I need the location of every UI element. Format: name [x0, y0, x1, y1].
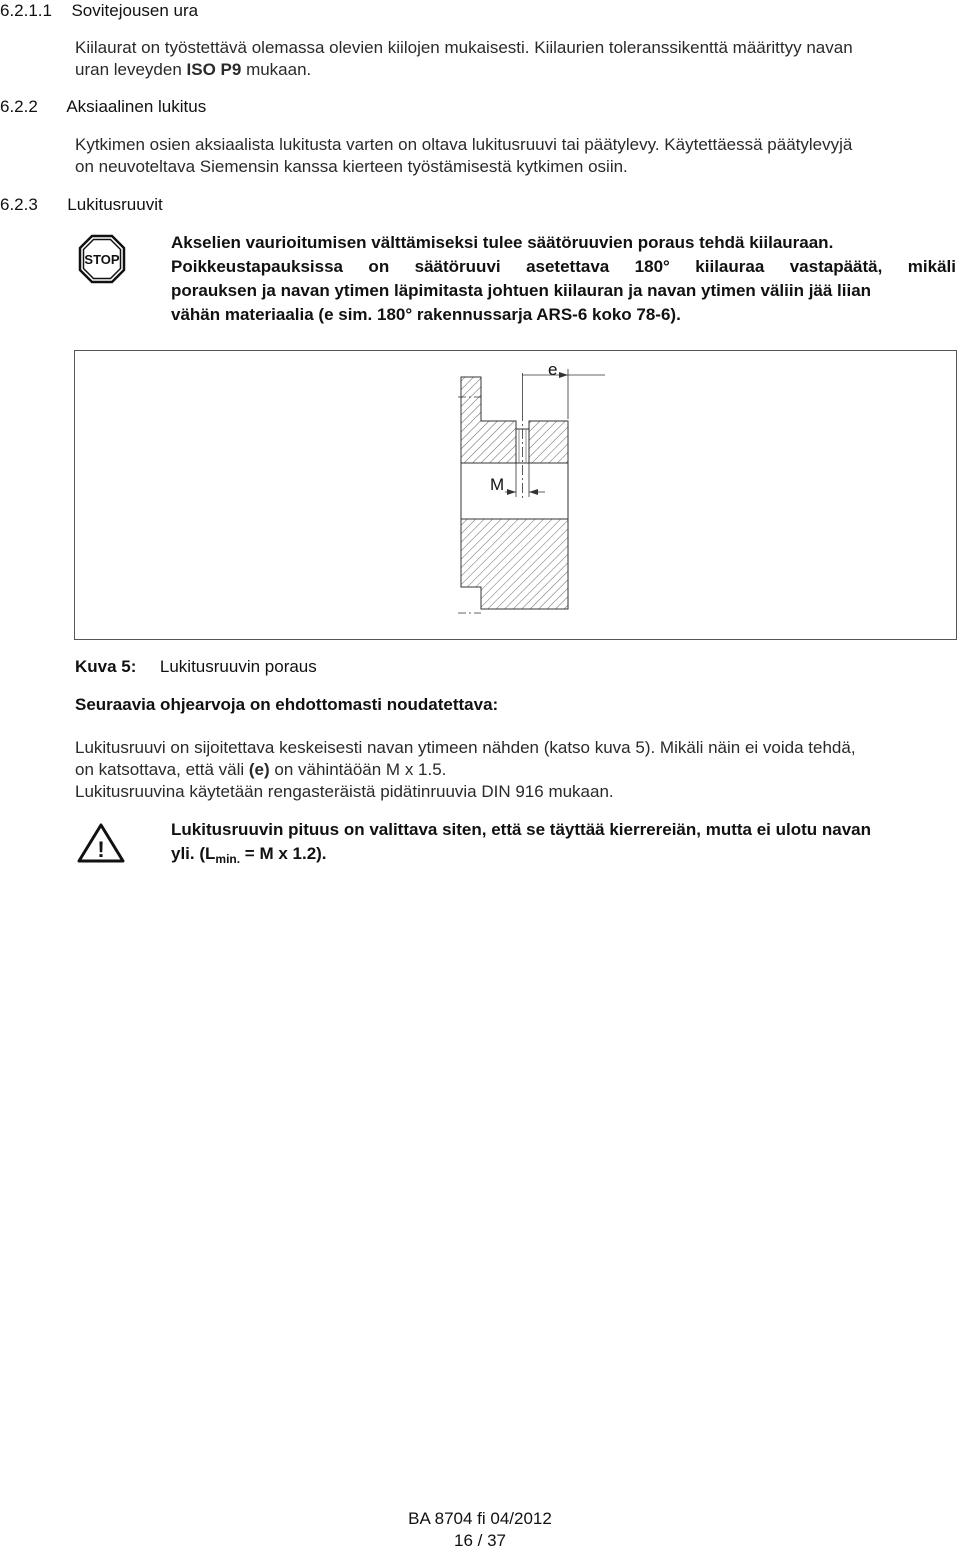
- footer-page-number: 16 / 37: [454, 1531, 506, 1550]
- text-bold: (e): [248, 760, 270, 779]
- hub-section-upper: [461, 377, 568, 463]
- dimension-label-e: e: [548, 360, 558, 379]
- section-number: 6.2.2: [0, 97, 38, 116]
- stop-icon-label: STOP: [84, 252, 120, 267]
- dimension-label-m: M: [490, 475, 505, 494]
- section-heading-6-2-2: [0, 96, 206, 118]
- warning-triangle-icon: [76, 822, 126, 864]
- section-number: 6.2.1.1: [0, 1, 52, 20]
- figure-caption: [75, 656, 317, 678]
- caption-text: Lukitusruuvin poraus: [159, 657, 317, 676]
- stop-sign-icon: [78, 234, 126, 284]
- warning-notice: [171, 818, 956, 871]
- subscript: min.: [215, 852, 241, 866]
- paragraph-line: [75, 759, 955, 781]
- text-span: on katsottava, että väli: [75, 760, 249, 779]
- section-heading-6-2-3: [0, 194, 163, 216]
- paragraph-line: Kytkimen osien aksiaalista lukitusta varten on oltava lukitusruuvi tai päätylevy. Käytettäessä päätylevyjä: [75, 135, 853, 154]
- text-span: = M x 1.2).: [240, 844, 327, 863]
- instructions-heading: Seuraavia ohjearvoja on ehdottomasti noudatettava:: [75, 695, 499, 714]
- paragraph-line: [75, 59, 955, 81]
- hub-section-lower: [461, 519, 568, 609]
- text-bold: ISO P9: [186, 60, 242, 79]
- notice-line: vähän materiaalia (e sim. 180° rakennussarja ARS-6 koko 78-6).: [171, 305, 681, 324]
- notice-line: Akselien vaurioitumisen välttämiseksi tulee säätöruuvien poraus tehdä kiilauraan.: [171, 233, 834, 252]
- paragraph-line: Lukitusruuvi on sijoitettava keskeisesti navan ytimeen nähden (katso kuva 5). Mikäli näin ei voida tehdä,: [75, 738, 856, 757]
- section-title: Aksiaalinen lukitus: [66, 97, 207, 116]
- caption-label: Kuva 5:: [75, 657, 137, 676]
- paragraph-keyway: [75, 37, 955, 81]
- figure-setscrew-drilling: [74, 350, 957, 640]
- text-span: yli. (L: [171, 844, 216, 863]
- footer-doc-ref: BA 8704 fi 04/2012: [408, 1509, 552, 1528]
- warning-icon-glyph: !: [97, 837, 105, 862]
- hub-section-drawing: [75, 351, 958, 641]
- text-span: on vähintäöän M x 1.5.: [269, 760, 447, 779]
- notice-line: porauksen ja navan ytimen läpimitasta johtuen kiilauran ja navan ytimen väliin jää liian: [171, 281, 872, 300]
- paragraph-axial-locking: [75, 134, 955, 178]
- text-span: uran leveyden: [75, 60, 187, 79]
- paragraph-line: Kiilaurat on työstettävä olemassa olevien kiilojen mukaisesti. Kiilaurien toleranssikenttä määrittyy navan: [75, 38, 853, 57]
- section-title: Lukitusruuvit: [67, 195, 163, 214]
- paragraph-line: Lukitusruuvina käytetään rengasteräistä pidätinruuvia DIN 916 mukaan.: [75, 782, 614, 801]
- paragraph-line: on neuvoteltava Siemensin kanssa kierteen työstämisestä kytkimen osiin.: [75, 157, 628, 176]
- warning-line: Lukitusruuvin pituus on valittava siten, että se täyttää kierrereiän, mutta ei ulotu navan: [171, 820, 872, 839]
- section-heading-6-2-1-1: [0, 0, 198, 22]
- notice-line: Poikkeustapauksissa on säätöruuvi asetettava 180° kiilauraa vastapäätä, mikäli: [171, 257, 956, 276]
- section-number: 6.2.3: [0, 195, 38, 214]
- instructions-paragraph: [75, 737, 955, 803]
- section-title: Sovitejousen ura: [71, 1, 199, 20]
- stop-notice: [171, 231, 956, 327]
- warning-line: [171, 842, 956, 871]
- text-span: mukaan.: [241, 60, 312, 79]
